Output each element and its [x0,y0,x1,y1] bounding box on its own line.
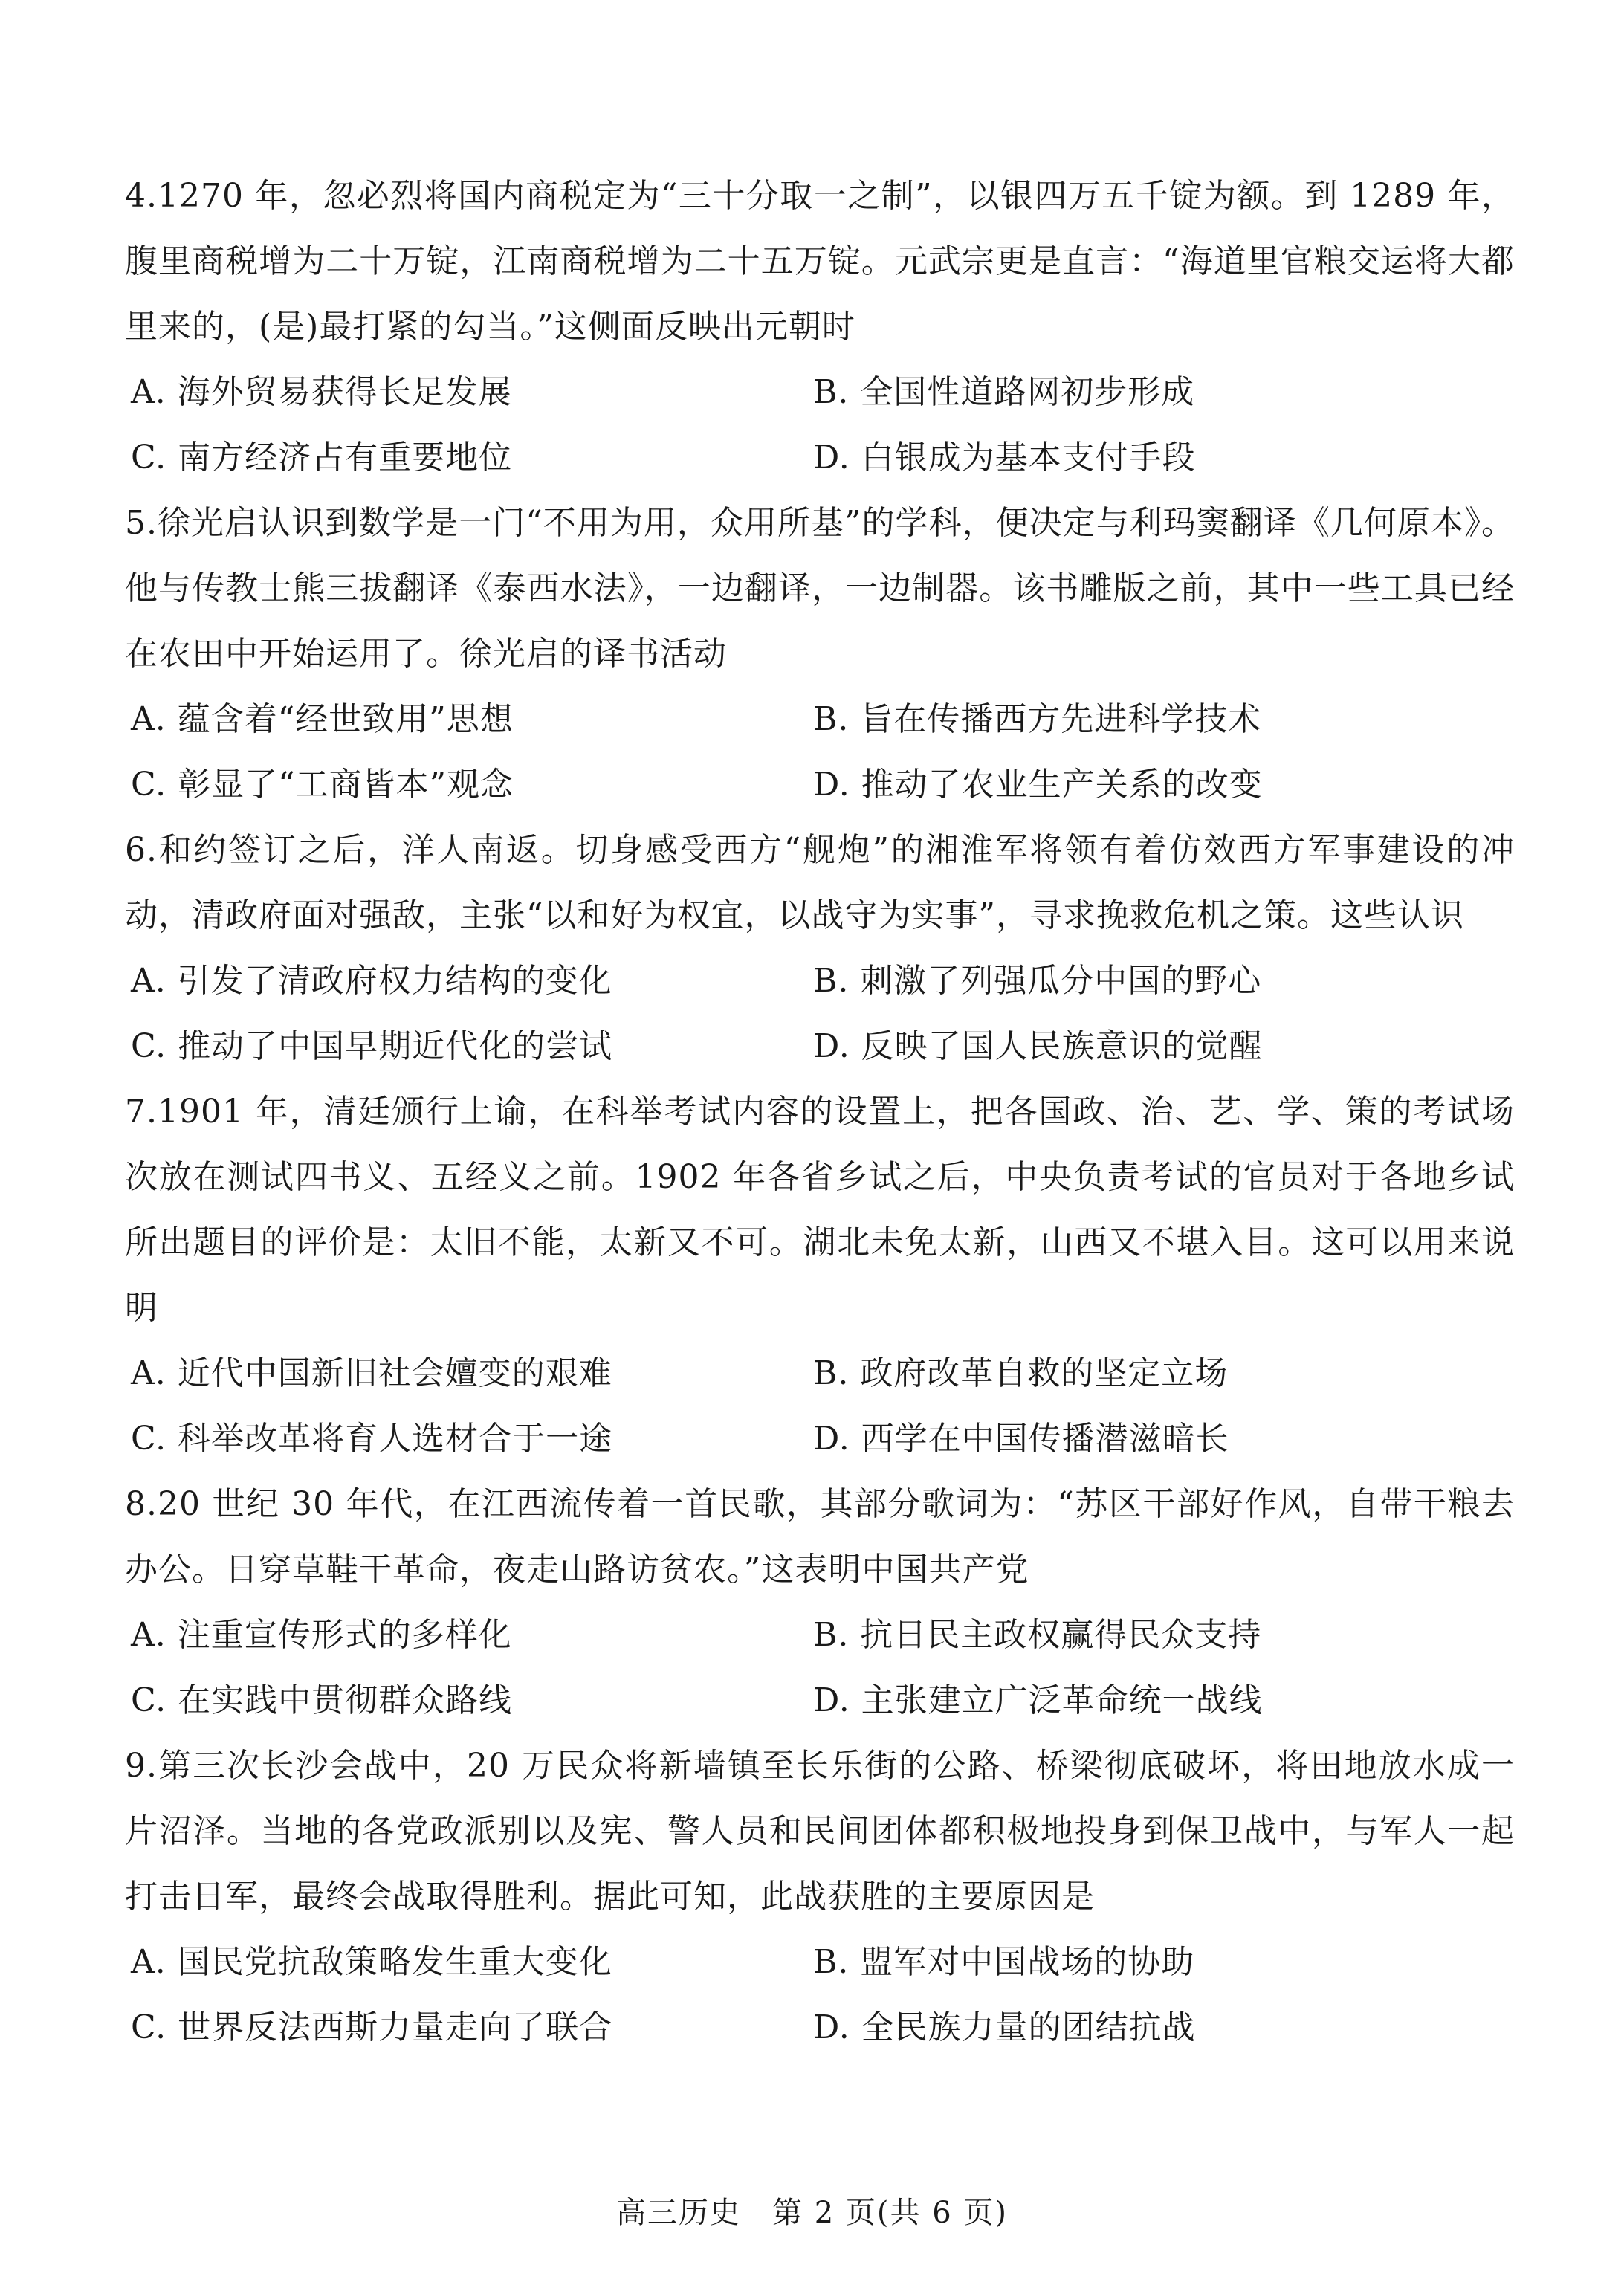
option-a: A. 国民党抗敌策略发生重大变化 [131,1943,612,1981]
option-b: B. 抗日民主政权赢得民众支持 [813,1616,1262,1654]
question-stem: 4.1270 年，忽必烈将国内商税定为“三十分取一之制”，以银四万五千锭为额。到 1289 年，腹里商税增为二十万锭，江南商税增为二十五万锭。元武宗更是直言：“海道里官粮交运将大都里来的，(是)最打紧的勾当。”这侧面反映出元朝时 [125,177,1515,346]
question-9 [125,1733,1515,2060]
option-c: C. 推动了中国早期近代化的尝试 [131,1027,613,1065]
option-a: A. 蕴含着“经世致用”思想 [131,700,514,738]
option-c: C. 南方经济占有重要地位 [131,439,513,476]
option-c: C. 科举改革将育人选材合于一途 [131,1420,613,1458]
question-7 [125,1079,1515,1472]
option-a: A. 注重宣传形式的多样化 [131,1616,512,1654]
option-a: A. 引发了清政府权力结构的变化 [131,962,612,1000]
option-d: D. 反映了国人民族意识的觉醒 [813,1027,1263,1065]
option-grid [125,948,1515,1079]
option-a: A. 海外贸易获得长足发展 [131,373,512,411]
option-c: C. 世界反法西斯力量走向了联合 [131,2008,613,2046]
question-stem: 9.第三次长沙会战中，20 万民众将新墙镇至长乐街的公路、桥梁彻底破坏，将田地放水成一片沼泽。当地的各党政派别以及宪、警人员和民间团体都积极地投身到保卫战中，与军人一起打击日军，最终会战取得胜利。据此可知，此战获胜的主要原因是 [125,1747,1515,1916]
question-stem: 5.徐光启认识到数学是一门“不用为用，众用所基”的学科，便决定与利玛窦翻译《几何原本》。他与传教士熊三拔翻译《泰西水法》，一边翻译，一边制器。该书雕版之前，其中一些工具已经在农田中开始运用了。徐光启的译书活动 [125,504,1515,673]
option-b: B. 盟军对中国战场的协助 [813,1943,1195,1981]
option-grid [125,1930,1515,2060]
question-8 [125,1472,1515,1733]
question-6 [125,818,1515,1079]
option-b: B. 旨在传播西方先进科学技术 [813,700,1262,738]
question-4 [125,164,1515,491]
question-stem: 8.20 世纪 30 年代，在江西流传着一首民歌，其部分歌词为：“苏区干部好作风，自带干粮去办公。日穿草鞋干革命，夜走山路访贫农。”这表明中国共产党 [125,1485,1515,1588]
option-grid [125,1603,1515,1733]
option-c: C. 在实践中贯彻群众路线 [131,1681,513,1719]
question-5 [125,491,1515,818]
option-d: D. 西学在中国传播潜滋暗长 [813,1420,1229,1458]
option-c: C. 彰显了“工商皆本”观念 [131,766,514,804]
option-b: B. 政府改革自救的坚定立场 [813,1354,1229,1392]
option-b: B. 刺激了列强瓜分中国的野心 [813,962,1262,1000]
option-grid [125,360,1515,491]
question-list [125,164,1515,2060]
option-b: B. 全国性道路网初步形成 [813,373,1195,411]
question-stem: 7.1901 年，清廷颁行上谕，在科举考试内容的设置上，把各国政、治、艺、学、策的考试场次放在测试四书义、五经义之前。1902 年各省乡试之后，中央负责考试的官员对于各地乡试所出题目的评价是：太旧不能，太新又不可。湖北未免太新，山西又不堪入目。这可以用来说明 [125,1093,1515,1327]
option-d: D. 白银成为基本支付手段 [813,439,1196,476]
option-d: D. 主张建立广泛革命统一战线 [813,1681,1263,1719]
option-a: A. 近代中国新旧社会嬗变的艰难 [131,1354,612,1392]
option-grid [125,687,1515,818]
question-stem: 6.和约签订之后，洋人南返。切身感受西方“舰炮”的湘淮军将领有着仿效西方军事建设的冲动，清政府面对强敌，主张“以和好为权宜，以战守为实事”，寻求挽救危机之策。这些认识 [125,831,1515,934]
option-grid [125,1341,1515,1472]
option-d: D. 推动了农业生产关系的改变 [813,766,1263,804]
page-footer: 高三历史 第 2 页(共 6 页) [616,2196,1008,2230]
option-d: D. 全民族力量的团结抗战 [813,2008,1196,2046]
